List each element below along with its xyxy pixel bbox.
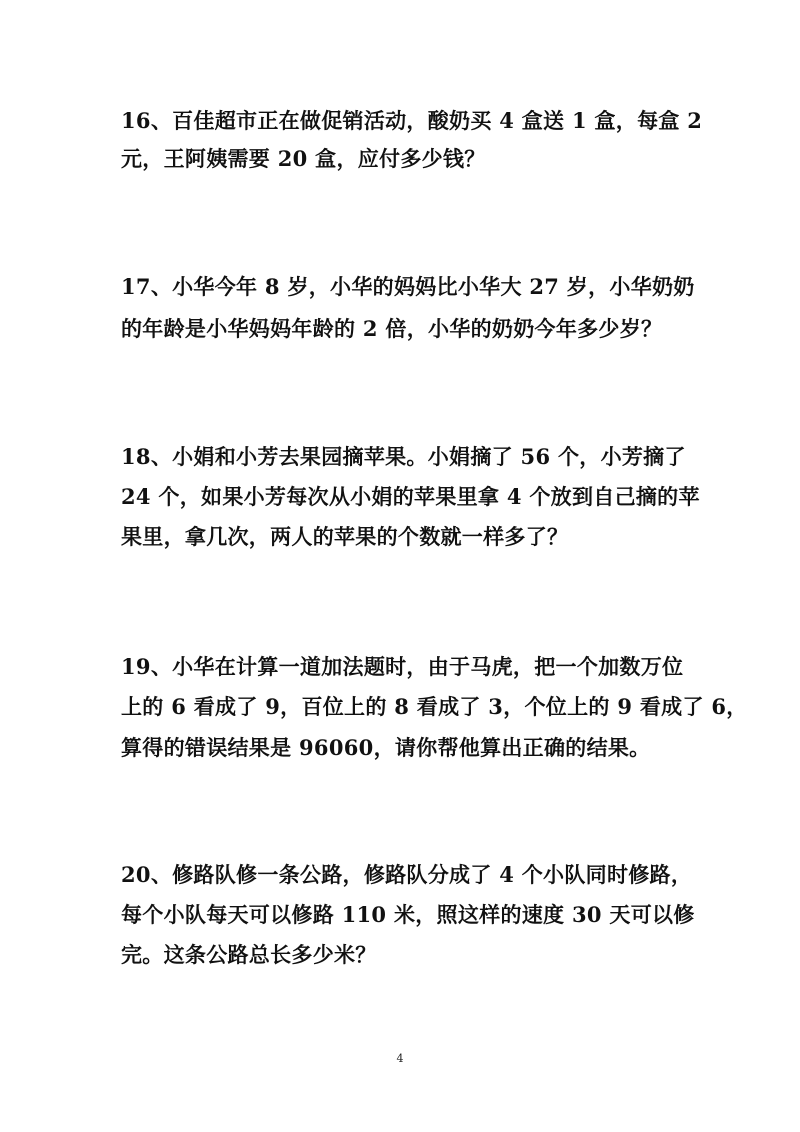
problem-line: 的年龄是小华妈妈年龄的 2 倍，小华的奶奶今年多少岁？	[121, 316, 663, 341]
problem-line: 算得的错误结果是 96060，请你帮他算出正确的结果。	[121, 735, 651, 760]
problem-line: 果里，拿几次，两人的苹果的个数就一样多了？	[121, 524, 569, 549]
page-number: 4	[396, 1052, 404, 1065]
problem-line: 元，王阿姨需要 20 盒，应付多少钱？	[121, 146, 486, 171]
problem-line: 24 个，如果小芳每次从小娟的苹果里拿 4 个放到自己摘的苹	[121, 484, 700, 509]
problem-line: 20、修路队修一条公路，修路队分成了 4 个小队同时修路，	[121, 862, 693, 887]
problem-line: 17、小华今年 8 岁，小华的妈妈比小华大 27 岁，小华奶奶	[121, 274, 695, 299]
problem-line: 完。这条公路总长多少米？	[121, 942, 377, 967]
problem-line: 18、小娟和小芳去果园摘苹果。小娟摘了 56 个，小芳摘了	[121, 444, 686, 469]
problem-line: 上的 6 看成了 9，百位上的 8 看成了 3，个位上的 9 看成了 6，	[121, 694, 748, 719]
problem-line: 每个小队每天可以修路 110 米，照这样的速度 30 天可以修	[121, 902, 695, 927]
problem-line: 19、小华在计算一道加法题时，由于马虎，把一个加数万位	[121, 654, 684, 679]
problem-line: 16、百佳超市正在做促销活动，酸奶买 4 盒送 1 盒，每盒 2	[121, 108, 703, 133]
